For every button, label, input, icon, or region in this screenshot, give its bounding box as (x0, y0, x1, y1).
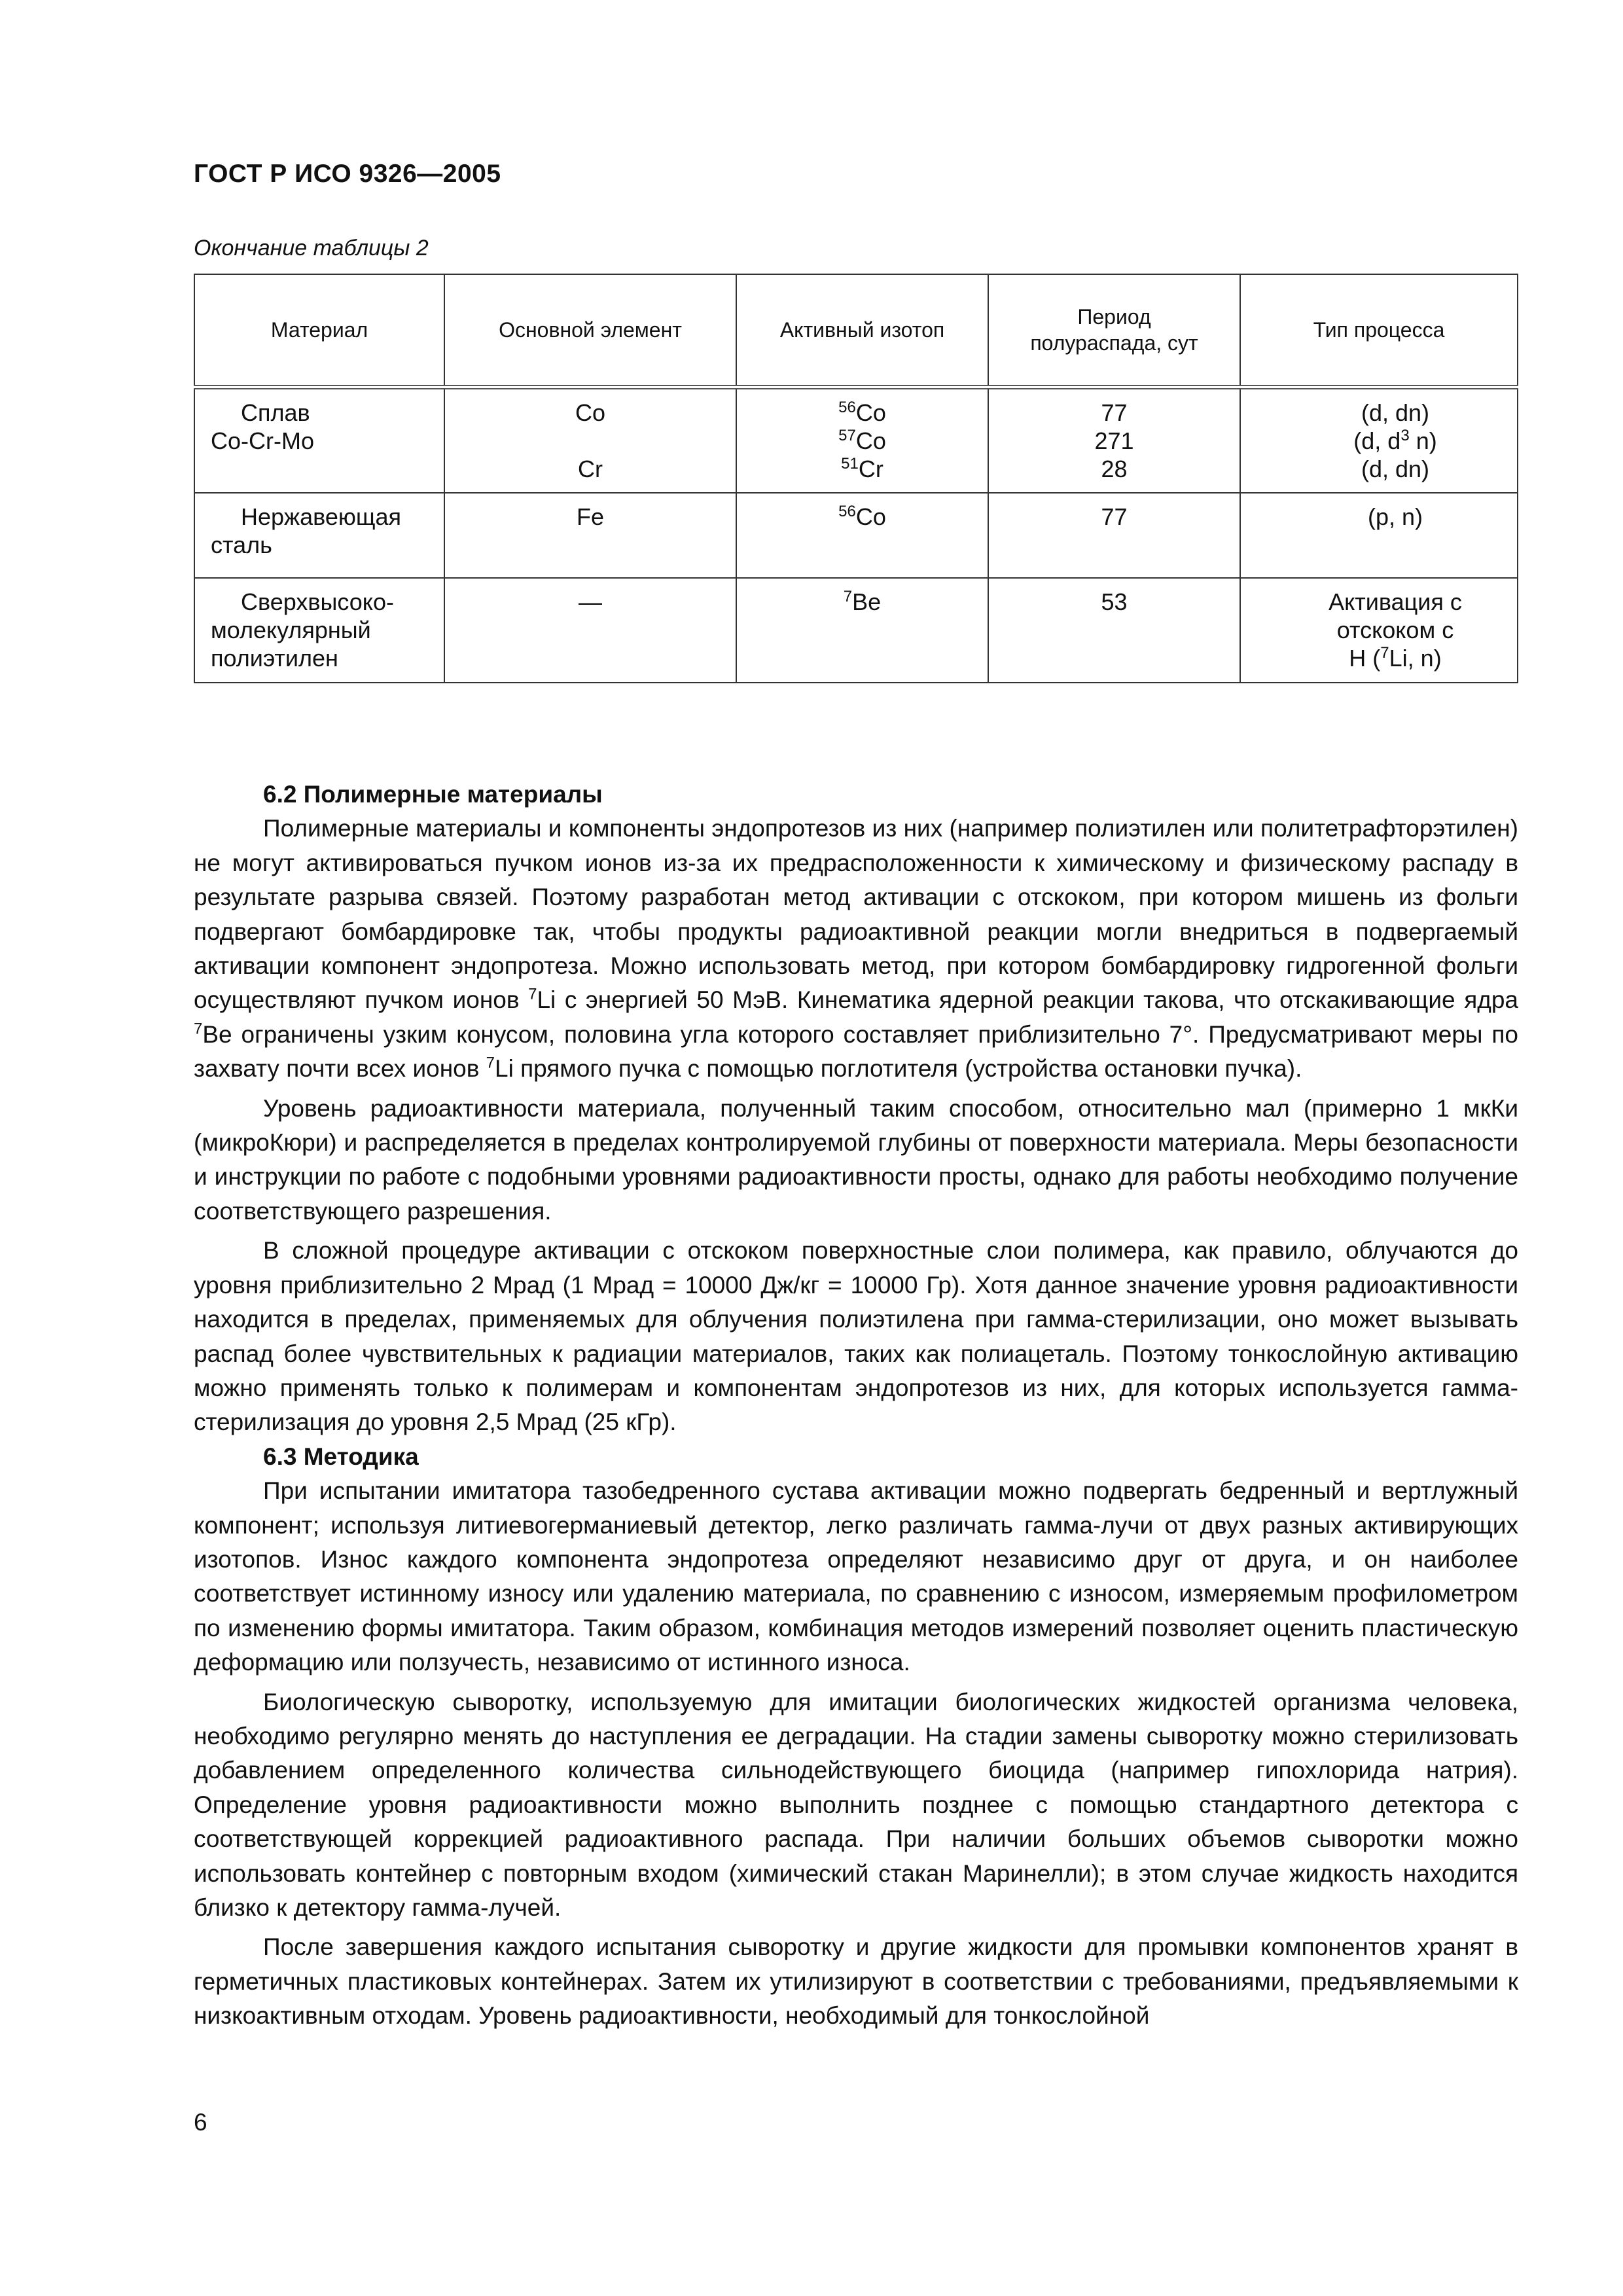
table-caption: Окончание таблицы 2 (194, 236, 429, 260)
isotope-symbol: Co (855, 427, 886, 454)
cell-period: 53 (988, 578, 1240, 683)
period-line: 271 (1094, 427, 1134, 454)
material-line: молекулярный (211, 617, 371, 643)
paragraph: После завершения каждого испытания сыворотку и другие жидкости для промывки компонентов хранят в герметичных пластиковых контейнерах. Затем их утилизируют в соответствии с требованиями, предъявляемыми к низкоактивным отходам. Уровень радиоактивности, необходимый для тонкослойной (194, 1933, 1518, 2030)
element-line: Co (575, 399, 606, 426)
period-line: 77 (1101, 399, 1128, 426)
isotope-symbol: Be (852, 588, 882, 615)
material-line: полиэтилен (211, 645, 338, 672)
section-heading-6-2: 6.2 Полимерные материалы (263, 781, 603, 808)
isotope-table (194, 274, 1518, 683)
header-element: Основной элемент (444, 274, 736, 387)
table-header-row (194, 274, 1518, 387)
body-text (194, 778, 1518, 2034)
table-row (194, 578, 1518, 683)
cell-element: — (444, 578, 736, 683)
process-line: (d, dn) (1361, 456, 1430, 482)
cell-material (194, 387, 444, 493)
process-text: (d, d (1353, 427, 1401, 454)
document-header: ГОСТ Р ИСО 9326—2005 (194, 160, 501, 188)
process-text: H ( (1349, 645, 1381, 672)
process-line (1287, 644, 1504, 672)
process-text: Li, n) (1389, 645, 1442, 672)
isotope-mass: 7 (194, 1020, 203, 1038)
paragraph: При испытании имитатора тазобедренного сустава активации можно подвергать бедренный и вертлужный компонент; используя литиевогерманиевый детектор, легко различать гамма-лучи от двух разных активирующих изотопов. Износ каждого компонента эндопротеза определяют независимо друг от друга, и он наиболее соответствует истинному износу или удалению материала, по сравнению с износом, измеряемым профилометром по изменению формы имитатора. Таким образом, комбинация методов измерений позволяет оценить пластическую деформацию или ползучесть, независимо от истинного износа. (194, 1477, 1518, 1676)
isotope-mass: 7 (528, 986, 537, 1004)
paragraph: В сложной процедуре активации с отскоком поверхностные слои полимера, как правило, облучаются до уровня приблизительно 2 Мрад (1 Мрад = 10000 Дж/кг = 10000 Гр). Хотя данное значение уровня радиоактивности находится в пределах, применяемых для облучения полиэтилена при гамма-стерилизации, оно может вызывать распад более чувствительных к радиации материалов, таких как полиацеталь. Поэтому тонкослойную активацию можно применять только к полимерам и компонентам эндопротезов из них, для которых используется гамма-стерилизация до уровня 2,5 Мрад (25 кГр). (194, 1237, 1518, 1436)
material-line: Сплав (241, 399, 310, 426)
isotope-symbol: Co (855, 503, 886, 530)
text-run: Полимерные материалы и компоненты эндопротезов из них (например полиэтилен или политетрафторэтилен) не могут активироваться пучком ионов из-за их предрасположенности к химическому и физическому распаду в результате разрыва связей. Поэтому разработан метод активации с отскоком, при котором мишень из фольги подвергают бомбардировке так, чтобы продукты радиоактивной реакции могли внедриться в подвергаемый активации компонент эндопротеза. Можно использовать метод, при котором бомбардировку гидрогенной фольги осуществляют пучком ионов (194, 815, 1518, 1014)
period-line: 28 (1101, 456, 1128, 482)
cell-process (1240, 493, 1518, 578)
material-line: Co-Cr-Mo (211, 427, 314, 454)
process-sup: 3 (1400, 427, 1410, 444)
isotope-mass: 57 (838, 427, 856, 444)
header-process: Тип процесса (1240, 274, 1518, 387)
cell-element (444, 387, 736, 493)
isotope-line (750, 455, 974, 483)
text-run: Li прямого пучка с помощью поглотителя (устройства остановки пучка). (495, 1055, 1302, 1083)
process-line: отскоком с (1336, 617, 1454, 643)
header-material: Материал (194, 274, 444, 387)
isotope-mass: 7 (843, 588, 853, 605)
cell-period (988, 387, 1240, 493)
isotope-line (750, 427, 974, 455)
cell-period: 77 (988, 493, 1240, 578)
cell-process (1240, 387, 1518, 493)
cell-isotope (736, 387, 988, 493)
cell-isotope (736, 578, 988, 683)
header-period (988, 274, 1240, 387)
process-line: (d, dn) (1361, 399, 1430, 426)
paragraph: Биологическую сыворотку, используемую для имитации биологических жидкостей организма человека, необходимо регулярно менять до наступления ее деградации. На стадии замены сыворотку можно стерилизовать добавлением определенного количества сильнодействующего биоцида (например гипохлорида натрия). Определение уровня радиоактивности можно выполнить позднее с помощью стандартного детектора с соответствующей коррекцией радиоактивного распада. При наличии больших объемов сыворотки можно использовать контейнер с повторным входом (химический стакан Маринелли); в этом случае жидкость находится близко к детектору гамма-лучей. (194, 1688, 1518, 1921)
header-period-line2: полураспада, сут (1030, 331, 1198, 355)
process-sup: 7 (1380, 644, 1389, 662)
text-run: Li с энергией 50 МэВ. Кинематика ядерной реакции такова, что отскакивающие ядра (537, 986, 1518, 1014)
cell-isotope (736, 493, 988, 578)
paragraph (194, 812, 1518, 1086)
material-line: Сверхвысоко- (241, 588, 394, 615)
isotope-mass: 56 (838, 399, 856, 416)
element-line: Cr (578, 456, 603, 482)
header-period-line1: Период (1077, 305, 1151, 329)
isotope-line (750, 399, 974, 427)
section-heading-6-3: 6.3 Методика (263, 1443, 419, 1470)
cell-material (194, 493, 444, 578)
material-line: Нержавеющая (241, 503, 402, 530)
cell-material (194, 578, 444, 683)
process-line: (p, n) (1367, 503, 1423, 530)
process-line (1287, 427, 1504, 455)
process-text: n) (1409, 427, 1437, 454)
cell-process (1240, 578, 1518, 683)
table-row (194, 493, 1518, 578)
isotope-mass: 7 (486, 1054, 495, 1072)
isotope-mass: 56 (838, 503, 856, 520)
isotope-mass: 51 (841, 455, 859, 473)
material-line: сталь (211, 531, 272, 558)
table-row (194, 387, 1518, 493)
text-run: Be ограничены узким конусом, половина угла которого составляет приблизительно 7°. Предусматривают меры по захвату почти всех ионов (194, 1020, 1518, 1083)
paragraph: Уровень радиоактивности материала, полученный таким способом, относительно мал (примерно 1 мкКи (микроКюри) и распределяется в пределах контролируемой глубины от поверхности материала. Меры безопасности и инструкции по работе с подобными уровнями радиоактивности просты, однако для работы необходимо получение соответствующего разрешения. (194, 1094, 1518, 1225)
isotope-symbol: Co (855, 399, 886, 426)
cell-element: Fe (444, 493, 736, 578)
table-container (194, 274, 1517, 683)
header-isotope: Активный изотоп (736, 274, 988, 387)
page-number: 6 (194, 2109, 207, 2136)
isotope-symbol: Cr (858, 456, 883, 482)
process-line: Активация с (1329, 588, 1462, 615)
